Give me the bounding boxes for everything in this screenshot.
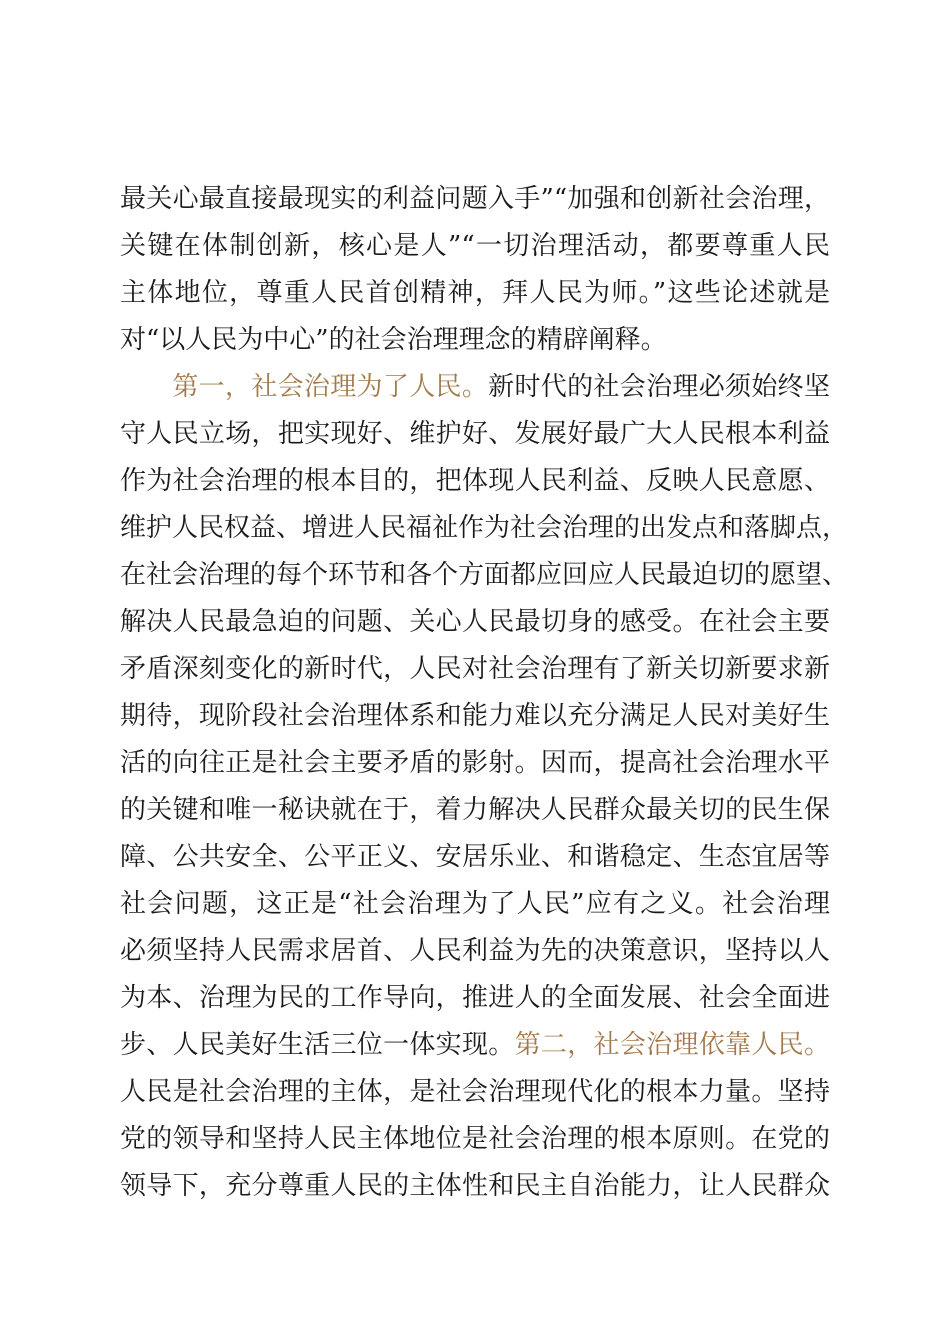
section-heading-1: 第一，社会治理为了人民。: [172, 372, 489, 402]
body-text: [120, 176, 849, 1210]
text-line: 活的向往正是社会主要矛盾的影射。因而，提高社会治理水平: [120, 748, 830, 778]
text-line: 必须坚持人民需求居首、人民利益为先的决策意识，坚持以人: [120, 936, 830, 966]
text-segment: 新时代的社会治理必须始终坚: [488, 372, 830, 402]
text-line: 维护人民权益、增进人民福祉作为社会治理的出发点和落脚点，: [120, 513, 849, 543]
text-line: 在社会治理的每个环节和各个方面都应回应人民最迫切的愿望、: [120, 560, 849, 590]
text-line: 作为社会治理的根本目的，把体现人民利益、反映人民意愿、: [120, 466, 830, 496]
text-line: 解决人民最急迫的问题、关心人民最切身的感受。在社会主要: [120, 607, 830, 637]
text-line: 期待，现阶段社会治理体系和能力难以充分满足人民对美好生: [120, 701, 830, 731]
text-line: 对“以人民为中心”的社会治理理念的精辟阐释。: [120, 325, 667, 355]
text-line: 社会问题，这正是“社会治理为了人民”应有之义。社会治理: [120, 889, 830, 919]
text-line: 主体地位，尊重人民首创精神，拜人民为师。”这些论述就是: [120, 278, 830, 308]
text-line: 党的领导和坚持人民主体地位是社会治理的根本原则。在党的: [120, 1124, 830, 1154]
text-line: 守人民立场，把实现好、维护好、发展好最广大人民根本利益: [120, 419, 830, 449]
text-line: 关键在体制创新，核心是人”“一切治理活动，都要尊重人民: [120, 231, 830, 261]
text-line: 矛盾深刻变化的新时代，人民对社会治理有了新关切新要求新: [120, 654, 830, 684]
paragraph-start-line: [120, 364, 830, 411]
section-heading-2: 第二，社会治理依靠人民。: [514, 1030, 830, 1060]
text-line: 最关心最直接最现实的利益问题入手”“加强和创新社会治理，: [120, 184, 830, 214]
text-line: 人民是社会治理的主体，是社会治理现代化的根本力量。坚持: [120, 1077, 830, 1107]
text-line: 的关键和唯一秘诀就在于，着力解决人民群众最关切的民生保: [120, 795, 830, 825]
text-line: 领导下，充分尊重人民的主体性和民主自治能力，让人民群众: [120, 1171, 830, 1201]
text-line: 障、公共安全、公平正义、安居乐业、和谐稳定、生态宜居等: [120, 842, 830, 872]
text-segment: 步、人民美好生活三位一体实现。: [120, 1030, 515, 1060]
text-line-with-heading: [120, 1022, 830, 1069]
text-line: 为本、治理为民的工作导向，推进人的全面发展、社会全面进: [120, 983, 830, 1013]
